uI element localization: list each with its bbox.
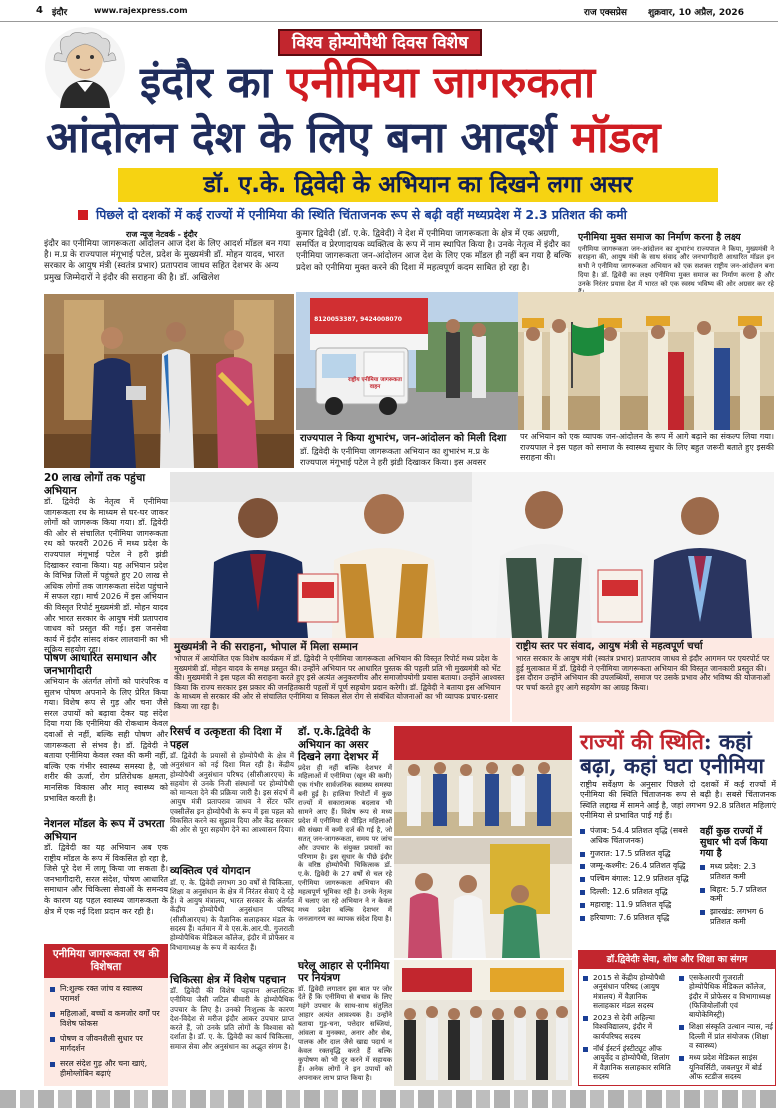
site-url[interactable]: www.rajexpress.com [94,6,188,15]
state-rise-item: दिल्ली: 12.6 प्रतिशत वृद्धि [580,887,698,897]
photo-ayush-minister [472,472,774,638]
service-box [578,950,776,1086]
state-rise-item: पंजाब: 54.4 प्रतिशत वृद्धि (सबसे अधिक चिंताजनक) [580,826,698,846]
mid-a-para-3: डॉ. द्विवेदी की विशेष पहचान अप्लास्टिक एनीमिया जैसी जटिल बीमारी के होम्योपैथिक उपचार के लिए है। उनको निःशुल्क के कारण देश-विदेश से मरीज इंदौर आकर उपचार प्राप्त करते हैं, जो उनके प्रति लोगों के विश्वास को दर्शाता है। डॉ. ए. के. द्विवेदी का कार्य चिकित्सा, समाज सेवा और अनुसंधान का अद्भुत संगम है। [170,986,294,1051]
col3-block [578,232,774,294]
states-fall-list [700,862,776,927]
left-para-2: अभियान के अंतर्गत लोगों को पारंपरिक व सुलभ पोषण अपनाने के लिए प्रेरित किया गया। विशेष रूप से गुड़ और चना जैसे सरल उपायों को बढ़ावा देकर यह संदेश दिया गया कि एनीमिया की रोकथाम केवल दवाओं से नहीं, बल्कि सही पोषण और जागरूकता से संभव है। डॉ. द्विवेदी ने बताया एनीमिया केवल रक्त की कमी नहीं, बल्कि एक गंभीर स्वास्थ्य समस्या है, जो शरीर की ऊर्जा, रोग प्रतिरोधक क्षमता, मानसिक विकास और मातृ स्वास्थ्य को प्रभावित करती है। [44,677,168,803]
mid-b-heading-1: डॉ. ए.के.द्विवेदी के अभियान का असर दिखने लगा देशभर में [298,726,379,763]
deck-text: पिछले दो दशकों में कई राज्यों में एनीमिया की स्थिति चिंताजनक रूप से बढ़ी वहीं मध्यप्रदेश में 2.3 प्रतिशत की कमी [96,207,627,222]
intro-text-2: कुमार द्विवेदी (डॉ. ए.के. द्विवेदी) ने देश में एनीमिया जागरूकता के क्षेत्र में एक अग्रणी, समर्पित व प्रेरणादायक व्यक्तित्व के रूप में नाम स्थापित किया है। उनके नेतृत्व में इंदौर का एनीमिया जागरूकता जन-आंदोलन आज देश के लिए एक मॉडल ही नहीं बन गया है बल्कि प्रदेश को एनीमिया मुक्त करने की दिशा में महत्वपूर्ण कदम साबित हो रहा है। [296,229,572,273]
service-item: मध्य प्रदेश मेडिकल साइंस यूनिवर्सिटी, जबलपुर में बोर्ड ऑफ स्टडीज सदस्य [679,1053,773,1081]
state-fall-item: झारखंड: लगभग 6 प्रतिशत कमी [700,907,776,927]
caption-ayush-title: राष्ट्रीय स्तर पर संवाद, आयुष मंत्री से महत्वपूर्ण चर्चा [516,641,703,652]
photo-camp-2 [394,838,572,958]
headline-highlight: मॉडल [571,113,661,163]
paper-name: राज एक्सप्रेस [584,8,627,18]
photo-group [394,960,572,1086]
service-item: 2023 से देवी अहिल्या विश्वविद्यालय, इंदौर में कार्यपरिषद सदस्य [583,1013,675,1041]
caption-governor-continued: पर अभियान को एक व्यापक जन-आंदोलन के रूप में आगे बढ़ाने का संकल्प लिया गया। राज्यपाल ने इस पहल को समाज के स्वास्थ्य सुधार के लिए बहुत जरूरी बताते हुए इसकी सराहना की। [520,432,774,462]
photo-governor-meeting [44,294,294,468]
state-rise-item: हरियाणा: 7.6 प्रतिशत वृद्धि [580,913,698,923]
headline-highlight: एनीमिया जागरुकता [286,58,596,108]
service-right-list [679,973,773,1084]
service-item: 2015 से केंद्रीय होम्योपैथी अनुसंधान परिषद (आयुष मंत्रालय) में वैज्ञानिक सलाहकार मंडल सदस्य [583,973,675,1010]
rath-feature-item: नि:शुल्क रक्त जांच व स्वास्थ्य परामर्श [50,984,162,1004]
headline-part: आंदोलन देश के लिए बना आदर्श [46,113,572,163]
mid-column-b [298,726,392,1088]
van-banner-title: राष्ट्रीय एनीमिया जागरूकता वाहन [348,377,402,390]
states-fall-block [700,826,776,946]
mid-a-heading-1: रिसर्च व उत्कृष्टता की दिशा में पहल [170,726,282,751]
hahnemann-portrait [44,26,126,108]
left-para-1: डॉ. द्विवेदी के नेतृत्व में एनीमिया जागरूकता रथ के माध्यम से घर-घर जाकर लोगों को जागरूक किया गया। डॉ. द्विवेदी की ओर से संचालित एनीमिया जागरूकता रथ को फरवरी 2026 में मध्य प्रदेश के राज्यपाल मंगूभाई पटेल ने हरी झंडी दिखाकर रवाना किया। यह अभियान प्रदेश के विभिन्न जिलों में पहुंचते हुए 20 लाख से अधिक लोगों तक जागरूकता संदेश पहुंचाने में सफल रहा। मार्च 2026 में इस अभियान की विस्तृत रिपोर्ट मुख्यमंत्री डॉ. मोहन यादव और भारत सरकार के आयुष मंत्री प्रतापराव जाधव को प्रस्तुत की गई। इस जनसेवा कार्य में इंदौर सांसद शंकर लालवानी का भी सक्रिय सहयोग रहा। [44,497,168,655]
rath-features-title: एनीमिया जागरूकता रथ की विशेषता [44,944,168,978]
state-rise-item: महाराष्ट्र: 11.9 प्रतिशत वृद्धि [580,900,698,910]
rath-feature-item: महिलाओं, बच्चों व कमजोर वर्गों पर विशेष फोकस [50,1009,162,1029]
intro-text-1: इंदौर का एनीमिया जागरूकता आंदोलन आज देश के लिए आदर्श मॉडल बन गया है। म.प्र के राज्यपाल मंगूभाई पटेल, प्रदेश के मुख्यमंत्री डॉ. मोहन यादव, भारत सरकार के आयुष मंत्री (स्वतंत्र प्रभार) प्रतापराव जाधव सहित देशभर के अन्य प्रमुख जिम्मेदारों ने इंदौर की सराहना की है। डॉ. अखिलेश [44,239,291,283]
service-title: डॉ.द्विवेदीः सेवा, शोध और शिक्षा का संगम [579,951,775,969]
states-rise-list [580,826,698,946]
state-fall-item: बिहार: 5.7 प्रतिशत कमी [700,885,776,905]
left-heading-1: 20 लाख लोगों तक पहुंचा अभियान [44,472,146,497]
caption-governor [296,430,518,470]
mid-a-para-2: डॉ. ए. के. द्विवेदी लगभग 30 वर्षों से चिकित्सा, शिक्षा व अनुसंधान के क्षेत्र में निरंतर सेवाएं दे रहे हैं। वे आयुष मंत्रालय, भारत सरकार के अंतर्गत केंद्रीय होम्योपैथी अनुसंधान परिषद (सीसीआरएच) के वैज्ञानिक सलाहकार मंडल के सदस्य हैं। वर्तमान में वे एस.के.आर.पी. गुजराती होम्योपैथिक मेडिकल कॉलेज, इंदौर में प्रोफेसर व विभागाध्यक्ष के रूप में कार्यरत हैं। [170,877,294,952]
states-heading-red: राज्यों की स्थिति [580,729,704,754]
rath-feature-item: पोषण व जीवनशैली सुधार पर मार्गदर्शन [50,1034,162,1054]
state-rise-item: गुजरात: 17.5 प्रतिशत वृद्धि [580,849,698,859]
left-heading-3: नेशनल मॉडल के रूप में उभरता अभियान [44,818,165,843]
caption-governor-title: राज्यपाल ने किया शुभारंभ, जन-आंदोलन को मिली दिशा [300,433,507,444]
states-heading-blue: : कहां बढ़ा, कहां घटा एनीमिया [580,729,764,778]
van-banner-phone: 8120053387, 9424008070 [314,316,402,323]
caption-governor-body: डॉ. द्विवेदी के एनीमिया जागरूकता अभियान का शुभारंभ म.प्र के राज्यपाल मंगूभाई पटेल ने हरी झंडी दिखाकर किया। इस अवसर [300,446,489,467]
service-left-list [583,973,675,1084]
mid-a-para-1: डॉ. द्विवेदी के प्रयासों से होम्योपैथी के क्षेत्र में अनुसंधान को नई दिशा मिल रही है। केंद्रीय होम्योपैथी अनुसंधान परिषद (सीसीआरएच) के सहयोग से उनके निजी संस्थानों पर होम्योपैथी को मान्यता देने की प्रक्रिया जारी है। इस संदर्भ में आयुष मंत्री प्रतापराव जाधव ने सेंटर फॉर एक्सीलेंस इन होम्योपैथी के रूप में इस पहल को विकसित करने का सुझाव दिया और केंद्र सरकार की ओर से पूरा सहयोग देने का आश्वासन दिया। [170,751,294,835]
caption-cm-body: भोपाल में आयोजित एक विशेष कार्यक्रम में डॉ. द्विवेदी ने एनीमिया जागरूकता अभियान की विस्तृत रिपोर्ट मध्य प्रदेश के मुख्यमंत्री डॉ. मोहन यादव के समक्ष प्रस्तुत की। उन्होंने अभियान पर आधारित पुस्तक की पहली प्रति भी मुख्यमंत्री को भेंट की। मुख्यमंत्री ने इस पहल की सराहना करते हुए इसे अत्यंत अनुकरणीय और समाजोपयोगी प्रयास बताया। उन्होंने आश्वस्त किया कि राज्य सरकार इस प्रकार की जनहितकारी पहलों में पूर्ण सहयोग प्रदान करेगी। डॉ. द्विवेदी ने बताया इस अभियान के माध्यम से सरकार की ओर से संचालित एनीमिया व सिकल सेल रोग से संबंधित योजनाओं का भी व्यापक प्रचार-प्रसार किया जा रहा है। [174,654,505,711]
service-item: नॉर्थ ईस्टर्न इंस्टीट्यूट ऑफ आयुर्वेद व होम्योपैथी, शिलांग में वैज्ञानिक सलाहकार समिति सदस्य [583,1044,675,1081]
state-rise-item: जम्मू-कश्मीर: 26.4 प्रतिशत वृद्धि [580,861,698,871]
caption-ayush [512,638,774,722]
state-rise-item: पश्चिम बंगाल: 12.9 प्रतिशत वृद्धि [580,874,698,884]
page-number: 4 [36,5,43,16]
left-para-3: डॉ. द्विवेदी का यह अभियान अब एक राष्ट्रीय मॉडल के रूप में विकसित हो रहा है, जिसे पूरे देश में लागू किया जा सकता है। जनभागीदारी, सरल संदेश, पोषण आधारित समाधान और चिकित्सा सेवाओं के समन्वय के कारण यह पहल स्वास्थ्य जागरूकता के क्षेत्र में एक नई दिशा प्रदान कर रही है। [44,843,168,916]
states-fall-heading: वहीं कुछ राज्यों में सुधार भी दर्ज किया गया है [700,826,768,859]
rath-features-box [44,944,168,1086]
photo-chief-minister [170,472,472,638]
left-column [44,472,168,972]
caption-ayush-body: भारत सरकार के आयुष मंत्री (स्वतंत्र प्रभार) प्रतापराव जाधव से इंदौर आगमन पर एयरपोर्ट पर हुई मुलाकात में डॉ. द्विवेदी ने एनीमिया जागरूकता अभियान की विस्तृत जानकारी प्रस्तुत की। इस दौरान उन्होंने अभियान की उपलब्धियों, समाज पर उसके प्रभाव और भविष्य की योजनाओं पर चर्चा करते हुए आगे सहयोग का आग्रह किया। [516,654,771,692]
col3-body: एनीमिया जागरूकता जन-आंदोलन का शुभारंभ राज्यपाल ने किया, मुख्यमंत्री ने सराहना की, आयुष मंत्री के साथ संवाद और जनभागीदारी आधारित मॉडल इन सभी ने एनीमिया जागरूकता अभियान को एक सशक्त राष्ट्रीय जन-आंदोलन बना दिया है। डॉ. द्विवेदी का लक्ष्य एनीमिया मुक्त समाज का निर्माण करना है और उनके निरंतर प्रयास देश में भारत को एक स्वस्थ भविष्य की ओर अग्रसर कर रहे [578,244,774,288]
subheadline-band: डॉ. ए.के. द्विवेदी के अभियान का दिखने लगा असर [118,168,718,202]
footer-strip [0,1090,778,1108]
square-bullet-icon [78,210,88,220]
issue-date: शुक्रवार, 10 अप्रैल, 2026 [648,8,744,18]
photo-camp-1 [394,726,572,836]
states-heading [580,730,776,778]
photo-awareness-van [296,292,518,430]
caption-cm-title: मुख्यमंत्री ने की सराहना, भोपाल में मिला सम्मान [174,641,358,653]
col3-title: एनीमिया मुक्त समाज का निर्माण करना है लक्ष्य [578,232,741,243]
kicker-badge: विश्व होम्योपैथी दिवस विशेष [278,29,482,56]
states-intro: राष्ट्रीय सर्वेक्षण के अनुसार पिछले दो दशकों में कई राज्यों में एनीमिया की स्थिति चिंताजनक रूप से बढ़ी है। सबसे चिंताजनक स्थिति लद्दाख में सामने आई है, जहां लगभग 92.8 प्रतिशत महिलाएं एनीमिया से प्रभावित पाई गई हैं। [580,780,776,821]
rath-feature-item: सरल संदेश गुड़ और चना खाएं, हीमोग्लोबिन बढ़ाएं [50,1059,162,1079]
deck [78,206,778,223]
mid-b-para-2: डॉ. द्विवेदी लगातार इस बात पर जोर देते हैं कि एनीमिया से बचाव के लिए महंगे उपचार के साथ-साथ संतुलित आहार अत्यंत आवश्यक है। उन्होंने बताया गुड़-चना, पत्तेदार सब्जियां, आंवला व मुनक्का, अनार और सेब, पालक और दाल जैसे खाद्य पदार्थ न केवल रक्तवृद्धि करते हैं बल्कि कुपोषण को भी दूर करने में सहायक हैं। अनेक लोगों ने इन उपायों को अपनाकर लाभ प्राप्त किया है। [298,984,392,1082]
service-item: एसकेआरपी गुजराती होम्योपैथिक मेडिकल कॉलेज, इंदौर में प्रोफेसर व विभागाध्यक्ष (फिजियोलॉजी एवं बायोकेमिस्ट्री) [679,973,773,1019]
mid-a-heading-2: व्यक्तित्व एवं योगदान [170,865,251,877]
service-item: शिक्षा संस्कृति उत्थान न्यास, नई दिल्ली में प्रांत संयोजक (शिक्षा व स्वास्थ्य) [679,1022,773,1050]
mid-b-heading-2: घरेलू आहार से एनीमिया पर नियंत्रण [298,959,390,984]
rath-features-list [44,978,168,1086]
headline-part: इंदौर का [140,58,287,108]
byline: राज न्यूज नेटवर्क - इंदौर [126,230,198,239]
state-fall-item: मध्य प्रदेश: 2.3 प्रतिशत कमी [700,862,776,882]
caption-cm [170,638,510,722]
mid-a-heading-3: चिकित्सा क्षेत्र में विशेष पहचान [170,973,286,986]
mid-column-a [170,726,294,1088]
mid-b-para-1: प्रदेश ही नहीं बल्कि देशभर में महिलाओं में एनीमिया (खून की कमी) एक गंभीर सार्वजनिक स्वास्थ्य समस्या बनी हुई है। हालिया रिपोर्टों में कुछ राज्यों में सकारात्मक बदलाव भी सामने आए हैं। विशेष रूप से मध्य प्रदेश में एनीमिया से पीड़ित महिलाओं की संख्या में कमी दर्ज की गई है, जो सतत् जन-जागरूकता, समय पर जांच और उपचार के संयुक्त प्रयासों का परिणाम है। इस सुधार के पीछे इंदौर के वरिष्ठ होम्योपैथी चिकित्सक डॉ. ए.के. द्विवेदी के 27 वर्षों से चल रहे एनीमिया जागरूकता अभियान की महत्वपूर्ण भूमिका रही है। उनके नेतृत्व में चलाए जा रहे अभियान ने न केवल मध्य प्रदेश बल्कि देशभर में जनजागरण का व्यापक संदेश दिया है। [298,763,392,923]
left-heading-2: पोषण आधारित समाधान और जनभागीदारी [44,652,157,677]
headline-line-1 [140,58,770,108]
photo-flag-off [518,292,774,430]
edition-name: इंदौर [52,8,68,18]
headline-line-2 [46,113,774,163]
page-header [0,0,778,22]
